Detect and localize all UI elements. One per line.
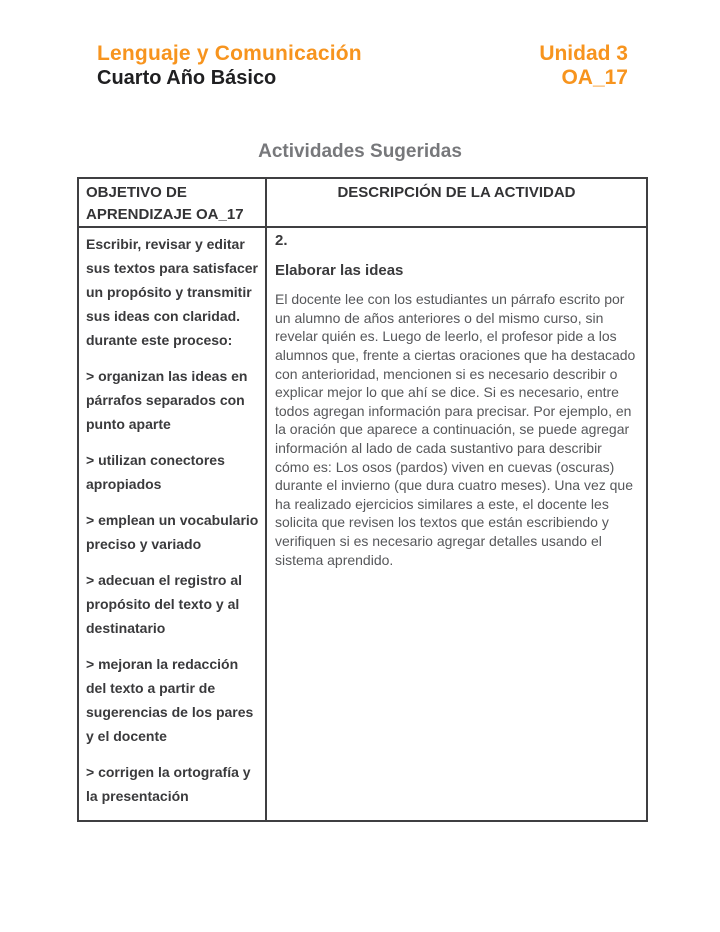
description-column-header: DESCRIPCIÓN DE LA ACTIVIDAD [266, 178, 647, 227]
page-title: Actividades Sugeridas [258, 141, 462, 162]
activity-subtitle: Elaborar las ideas [275, 261, 404, 279]
objective-column-header: OBJETIVO DE APRENDIZAJE OA_17 [78, 178, 266, 227]
objective-intro: Escribir, revisar y editar sus textos para satisfacer un propósito y transmitir sus ideas con claridad. durante este proceso: [86, 236, 258, 348]
objective-bullet: > utilizan conectores apropiados [86, 452, 225, 492]
objective-cell [78, 227, 266, 821]
doc-header [97, 42, 628, 90]
objective-bullet: > adecuan el registro al propósito del texto y al destinatario [86, 572, 243, 636]
activity-number: 2. [275, 232, 288, 249]
objective-bullet: > mejoran la redacción del texto a partir de sugerencias de los pares y el docente [86, 656, 254, 744]
objective-bullet: > corrigen la ortografía y la presentación [86, 764, 251, 804]
activity-cell [266, 227, 647, 821]
activity-body: El docente lee con los estudiantes un párrafo escrito por un alumno de años anteriores o del mismo curso, sin revelar quién es. Luego de leerlo, el profesor pide a los alumnos que, frente a ciertas oraciones que ha destacado con anterioridad, mencionen si es necesario describir o explicar mejor lo que ahí se dice. Si es necesario, entre todos agregan información para precisar. Por ejemplo, en la oración que aparece a continuación, se puede agregar información al lado de cada sustantivo para describir cómo es: Los osos (pardos) viven en cuevas (oscuras) durante el invierno (que dura cuatro meses). Una vez que ha realizado ejercicios similares a este, el docente les solicita que revisen los textos que están escribiendo y verifiquen si es necesario agregar detalles usando el sistema aprendido. [275, 291, 636, 568]
oa-label: OA_17 [561, 66, 628, 89]
subject-title: Lenguaje y Comunicación [97, 42, 362, 65]
objective-bullet: > emplean un vocabulario preciso y variado [86, 512, 259, 552]
activities-table [77, 177, 648, 822]
table-header-row [78, 178, 647, 227]
doc-header-left [97, 42, 362, 90]
grade-subtitle: Cuarto Año Básico [97, 67, 277, 89]
table-body-row [78, 227, 647, 821]
doc-header-right [539, 42, 628, 90]
objective-bullet: > organizan las ideas en párrafos separados con punto aparte [86, 368, 248, 432]
unit-label: Unidad 3 [539, 42, 628, 65]
